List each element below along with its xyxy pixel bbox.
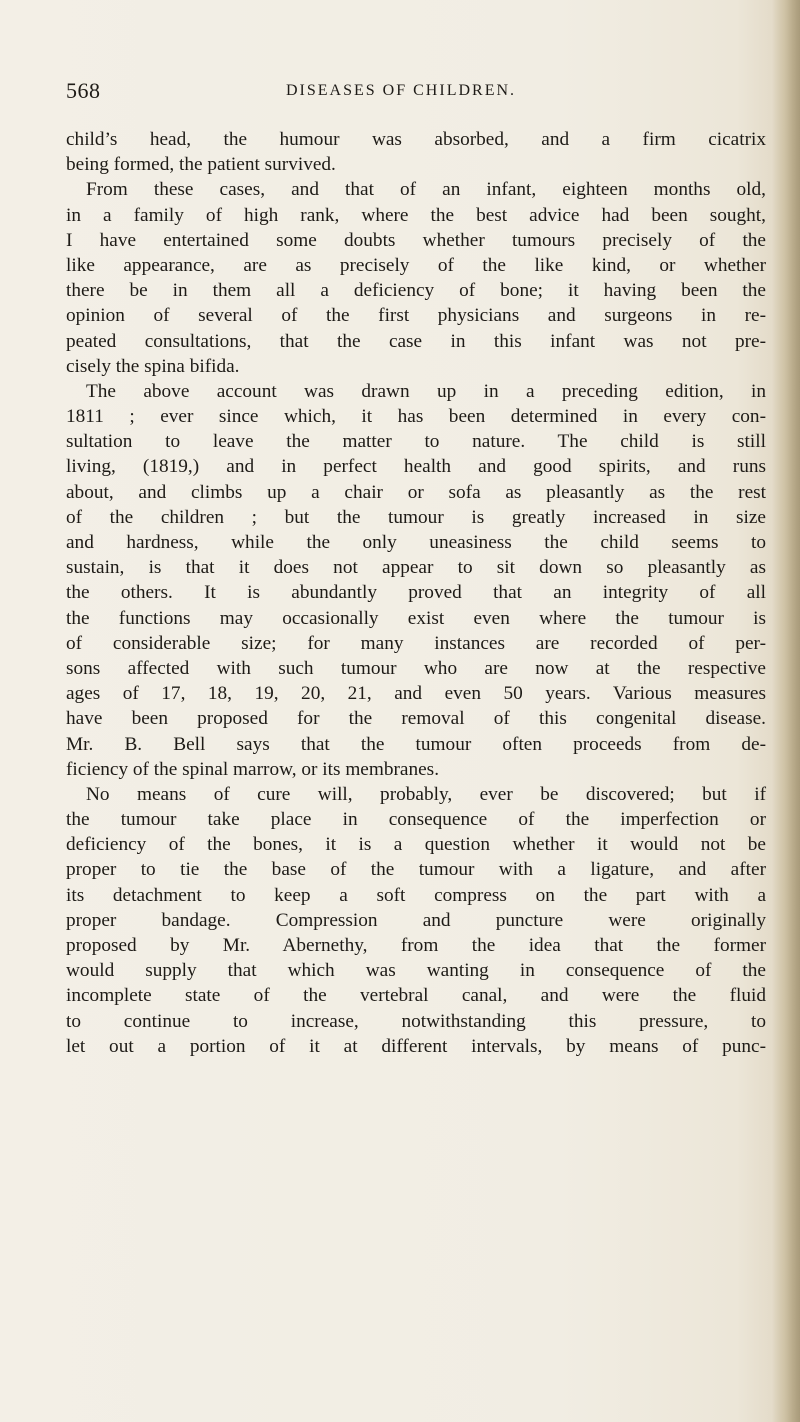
text-line: peated consultations, that the case in this infant was not pre- (66, 330, 766, 352)
text-line: Mr. B. Bell says that the tumour often proceeds from de- (66, 733, 766, 755)
text-line: 1811 ; ever since which, it has been determined in every con- (66, 406, 766, 428)
text-line: of the children ; but the tumour is greatly increased in size (66, 506, 766, 528)
text-line: living, (1819,) and in perfect health and good spirits, and runs (66, 456, 766, 478)
text-line: child’s head, the humour was absorbed, and a firm cicatrix (66, 129, 766, 150)
text-line: the tumour take place in consequence of the imperfection or (66, 809, 766, 831)
text-line: ages of 17, 18, 19, 20, 21, and even 50 years. Various measures (66, 683, 766, 705)
running-title: DISEASES OF CHILDREN. (286, 82, 517, 99)
text-line: deficiency of the bones, it is a question whether it would not be (66, 834, 766, 856)
text-line: proper bandage. Compression and puncture were originally (66, 909, 766, 931)
text-line: and hardness, while the only uneasiness the child seems to (66, 532, 766, 553)
page-edge-shadow (772, 0, 800, 1422)
text-line: of considerable size; for many instances are recorded of per- (66, 632, 766, 654)
text-line: about, and climbs up a chair or sofa as pleasantly as the rest (66, 481, 766, 503)
text-line: incomplete state of the vertebral canal, and were the fluid (66, 985, 766, 1007)
text-line: cisely the spina bifida. (66, 355, 240, 377)
text-line: to continue to increase, notwithstanding this pressure, to (66, 1010, 766, 1032)
text-line: have been proposed for the removal of this congenital disease. (66, 708, 766, 730)
text-line: being formed, the patient survived. (66, 154, 336, 176)
text-line: in a family of high rank, where the best advice had been sought, (66, 204, 766, 226)
text-line: sultation to leave the matter to nature. The child is still (66, 431, 766, 453)
text-line: ficiency of the spinal marrow, or its membranes. (66, 758, 440, 780)
running-head (66, 78, 756, 114)
text-line: proper to tie the base of the tumour with a ligature, and after (66, 859, 766, 881)
text-line: there be in them all a deficiency of bone; it having been the (66, 280, 766, 302)
text-line: sons affected with such tumour who are now at the respective (66, 657, 766, 679)
text-line: sustain, is that it does not appear to sit down so pleasantly as (66, 557, 766, 579)
page-number: 568 (66, 78, 101, 103)
text-line: proposed by Mr. Abernethy, from the idea that the former (66, 935, 766, 956)
text-line: like appearance, are as precisely of the like kind, or whether (66, 254, 766, 276)
text-line: the others. It is abundantly proved that an integrity of all (66, 582, 766, 604)
text-line: I have entertained some doubts whether tumours precisely of the (66, 229, 766, 251)
text-line: No means of cure will, probably, ever be discovered; but if (86, 783, 766, 805)
text-line: would supply that which was wanting in consequence of the (66, 960, 766, 982)
text-line: the functions may occasionally exist even where the tumour is (66, 607, 766, 629)
text-line: The above account was drawn up in a preceding edition, in (86, 380, 766, 402)
text-line: its detachment to keep a soft compress on the part with a (66, 884, 766, 906)
text-line: From these cases, and that of an infant, eighteen months old, (86, 179, 766, 201)
body-text (66, 127, 766, 1059)
text-line: opinion of several of the first physicians and surgeons in re- (66, 305, 766, 327)
text-line: let out a portion of it at different intervals, by means of punc- (66, 1035, 766, 1057)
